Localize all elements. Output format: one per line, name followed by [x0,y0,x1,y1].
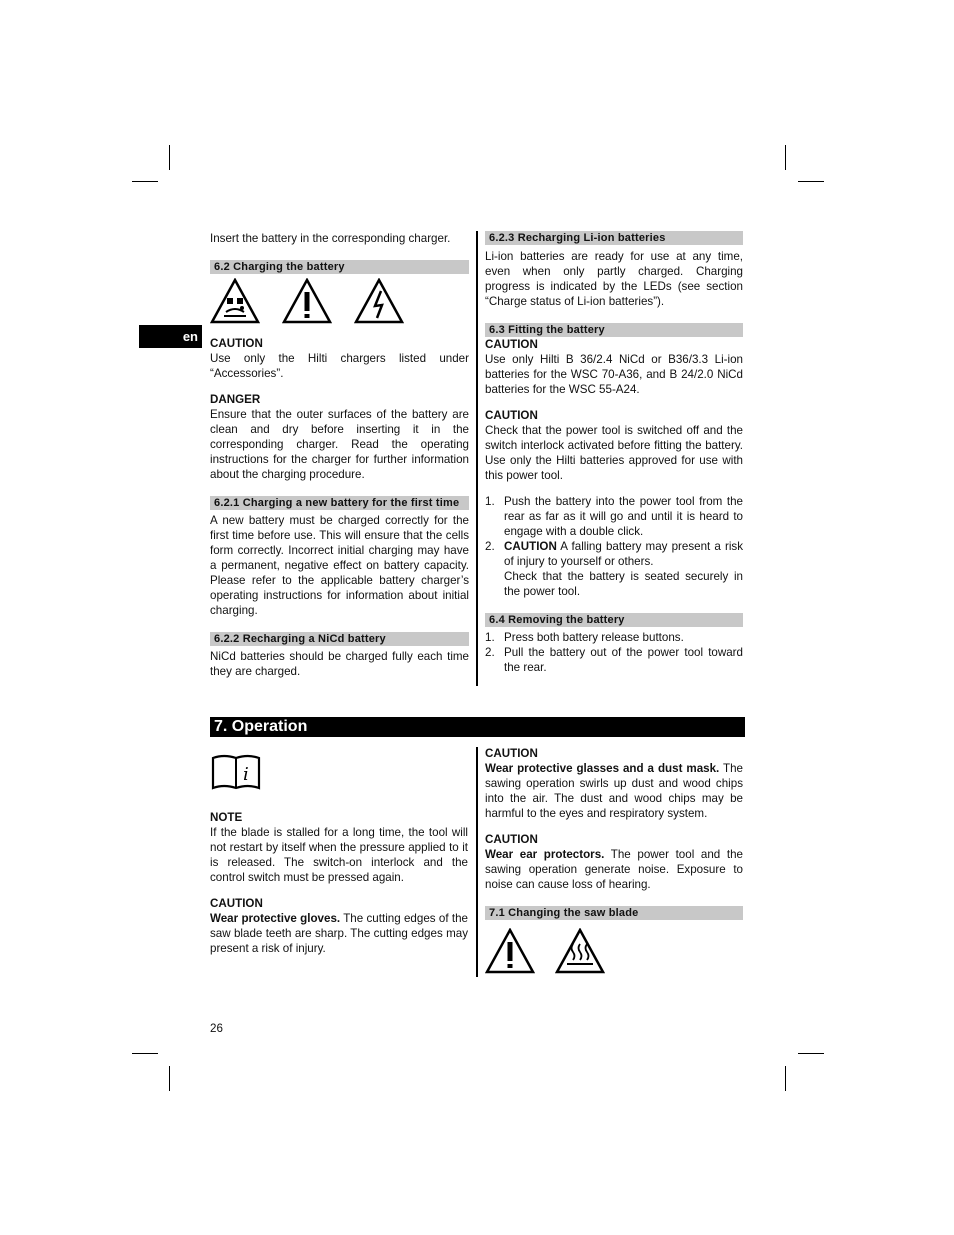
caution-text: Use only the Hilti chargers listed under “Accessories”. [210,352,469,380]
caution-label: CAUTION [485,747,538,760]
read-manual-icon [210,764,262,795]
caution-label: CAUTION [485,338,538,351]
page-number: 26 [210,1022,223,1035]
list-item: 1. Press both battery release buttons. [485,631,684,644]
column-divider [476,747,478,977]
note-label: NOTE [210,811,243,824]
general-warning-icon [282,278,332,324]
caution-text: Wear protective glasses and a dust mask. The sawing operation swirls up dust and wood chips into the air. The dust and wood chips may be harmful to the eyes and respiratory system. [485,762,743,820]
caution-label: CAUTION [210,897,263,910]
danger-text: Ensure that the outer surfaces of the battery are clean and dry before inserting it in the corresponding charger. Read the operating instructions for the charger for further information about the charging procedure. [210,408,469,481]
corrosive-warning-icon [210,278,260,324]
note-text: If the blade is stalled for a long time, the tool will not restart by itself when the pressure applied to it is released. The switch-on interlock and the control switch must be pressed again. [210,826,468,884]
column-divider [476,231,478,686]
right-column-top [485,231,743,675]
list-item: 2. Pull the battery out of the power tool toward the rear. [485,646,743,674]
crop-mark [798,1053,824,1054]
paragraph-6-2-1: A new battery must be charged correctly for the first time before use. This will ensure that the cells form correctly. Incorrect initial charging may have a permanent, negative effect on battery capacity. Please refer to the applicable battery charger’s operating instructions for information about initial charging. [210,514,469,617]
heading-6-2-2: 6.2.2 Recharging a NiCd battery [210,632,469,646]
fitting-steps-list [485,494,743,599]
language-tab: en [139,325,202,348]
intro-text: Insert the battery in the corresponding charger. [210,232,451,245]
paragraph-6-2-3: Li-ion batteries are ready for use at any time, even when only partly charged. Charging progress is indicated by the LEDs (see section “Charge status of Li-ion batteries”). [485,250,743,308]
paragraph-6-2-2: NiCd batteries should be charged fully each time they are charged. [210,650,469,678]
caution-text: Wear protective gloves. The cutting edges of the saw blade teeth are sharp. The cutting edges may present a risk of injury. [210,912,468,955]
heading-6-2: 6.2 Charging the battery [210,260,469,274]
svg-text:i: i [243,764,249,785]
hot-surface-warning-icon [555,928,605,974]
caution-text: Use only Hilti B 36/2.4 NiCd or B36/3.3 Li-ion batteries for the WSC 70-A36, and B 24/2.0 NiCd batteries for the WSC 55-A24. [485,353,743,396]
warning-icons-row [485,928,743,974]
section-title-bar: 7. Operation [210,717,745,737]
crop-mark [132,181,158,182]
list-item: 1. Push the battery into the power tool from the rear as far as it will go and until it is heard to engage with a double click. [485,495,743,538]
crop-mark [169,1066,170,1091]
crop-mark [785,1066,786,1091]
left-column-bottom [210,754,468,956]
caution-label: CAUTION [210,337,263,350]
heading-6-2-3: 6.2.3 Recharging Li-ion batteries [485,231,743,245]
left-column-top [210,231,469,679]
crop-mark [798,181,824,182]
list-item: 2. CAUTION A falling battery may present a risk of injury to yourself or others. Check that the battery is seated securely in the power tool. [485,540,743,598]
right-column-bottom [485,746,743,974]
crop-mark [169,145,170,170]
crop-mark [132,1053,158,1054]
general-warning-icon [485,928,535,974]
removing-steps-list [485,630,743,675]
warning-icons-row [210,278,469,324]
heading-7-1: 7.1 Changing the saw blade [485,906,743,920]
danger-label: DANGER [210,393,261,406]
heading-6-4: 6.4 Removing the battery [485,613,743,627]
crop-mark [785,145,786,170]
heading-6-2-1: 6.2.1 Charging a new battery for the first time [210,496,469,510]
caution-label: CAUTION [485,409,538,422]
caution-label: CAUTION [485,833,538,846]
electric-voltage-warning-icon [354,278,404,324]
heading-6-3: 6.3 Fitting the battery [485,323,743,337]
caution-text: Check that the power tool is switched off and the switch interlock activated before fitting the battery. Use only the Hilti batteries approved for use with this power tool. [485,424,743,482]
caution-text: Wear ear protectors. The power tool and the sawing operation generate noise. Exposure to noise can cause loss of hearing. [485,848,743,891]
